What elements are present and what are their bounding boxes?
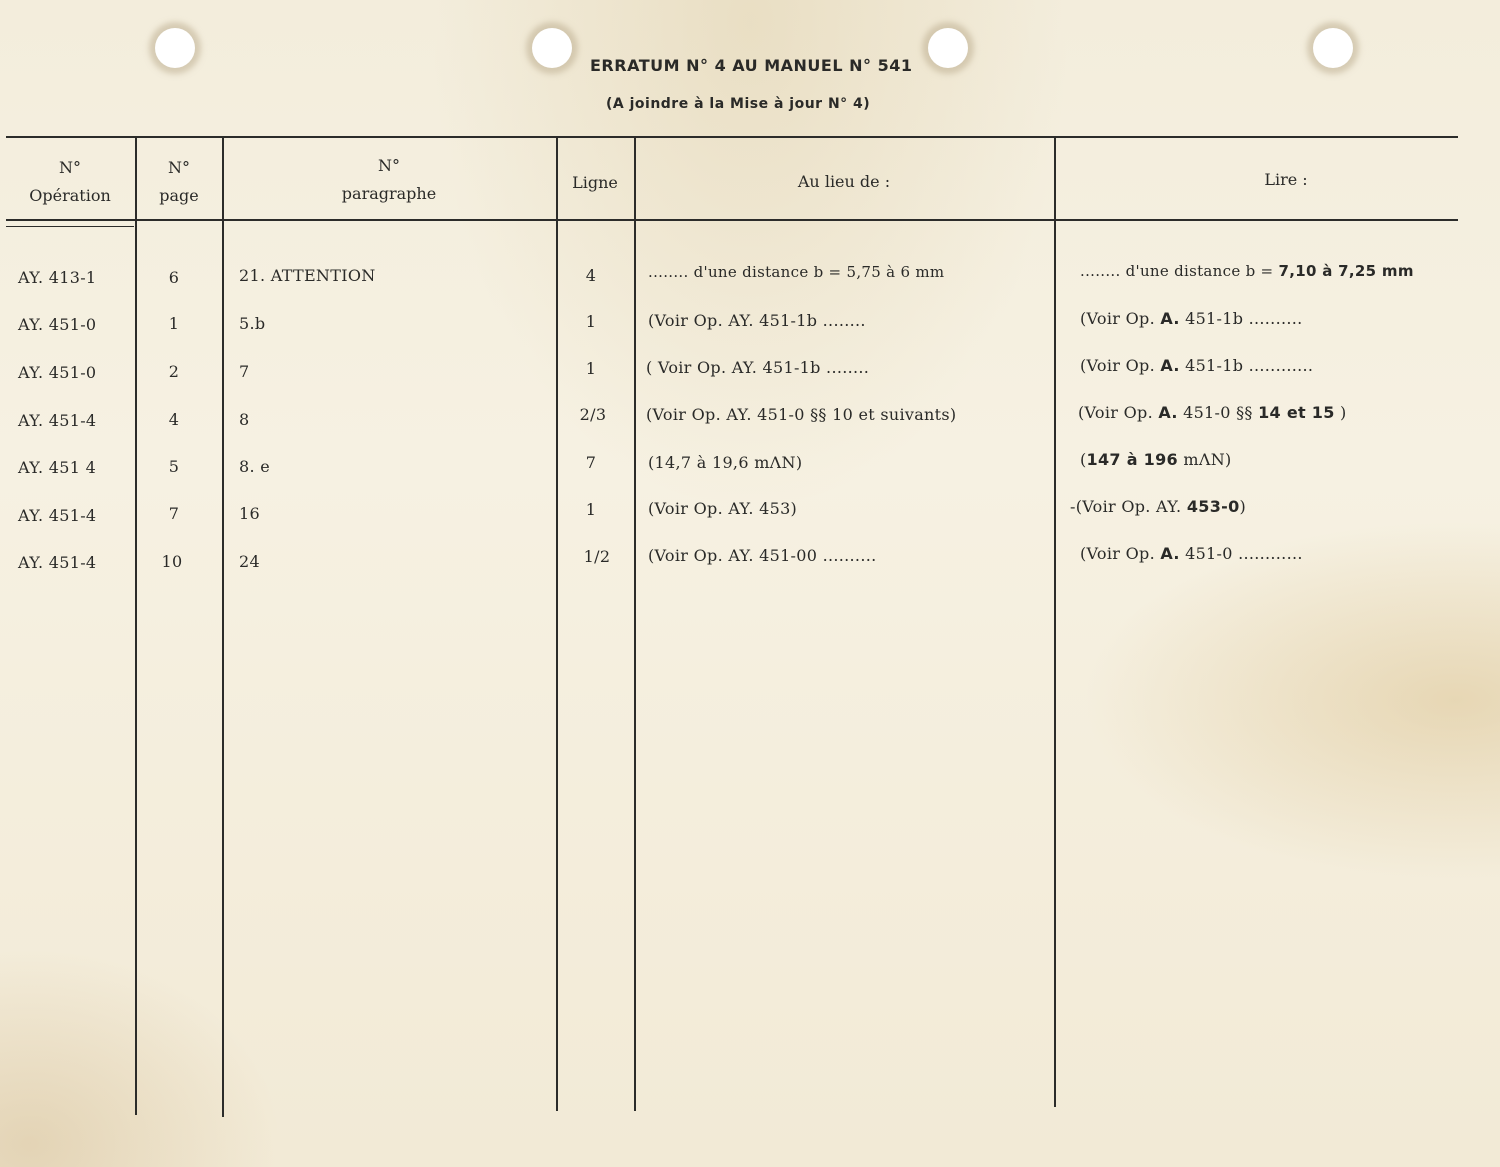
cell-read (1080, 262, 1414, 280)
header-page (137, 154, 221, 210)
punch-hole (928, 28, 968, 68)
table-header-rule-lower (6, 226, 134, 227)
read-text: ( (1080, 450, 1087, 469)
read-correction: 147 à 196 (1086, 450, 1178, 469)
read-text: ) (1334, 403, 1347, 422)
cell-page: 1 (168, 314, 180, 333)
cell-paragraph: 24 (239, 552, 260, 571)
header-operation-label: Opération (29, 186, 111, 205)
header-line: Ligne (572, 173, 618, 192)
cell-read (1080, 309, 1303, 328)
header-instead-of: Au lieu de : (797, 172, 891, 191)
read-text: ) (1239, 497, 1247, 516)
cell-paragraph: 5.b (239, 314, 266, 333)
cell-read (1080, 450, 1232, 469)
read-correction: 7,10 à 7,25 mm (1278, 262, 1414, 280)
header-paragraph (224, 152, 554, 208)
header-page-label: page (159, 186, 199, 205)
read-text: 451-0 §§ (1177, 403, 1259, 422)
read-text: (Voir Op. (1078, 403, 1159, 422)
cell-line: 1 (585, 359, 597, 378)
read-correction: 453-0 (1186, 497, 1240, 516)
read-text: mΛN) (1177, 450, 1232, 469)
cell-read (1078, 403, 1347, 422)
read-correction: A. (1160, 309, 1180, 328)
header-operation (6, 154, 134, 210)
read-text: (Voir Op. (1080, 544, 1161, 563)
header-paragraph-no: N° (378, 156, 400, 175)
cell-instead-of: (Voir Op. AY. 451-0 §§ 10 et suivants) (646, 405, 957, 424)
header-operation-no: N° (59, 158, 81, 177)
read-text: 451-0 ............ (1179, 544, 1303, 563)
document-subtitle: (A joindre à la Mise à jour N° 4) (606, 96, 871, 112)
read-text: 451-1b ............ (1179, 356, 1314, 375)
read-text: ........ d'une distance b = (1080, 262, 1279, 280)
read-text: (Voir Op. (1080, 309, 1161, 328)
cell-instead-of: ........ d'une distance b = 5,75 à 6 mm (648, 263, 945, 281)
cell-page: 5 (168, 457, 180, 476)
cell-paragraph: 8. e (239, 457, 271, 476)
cell-page: 4 (168, 410, 180, 429)
punch-hole (1313, 28, 1353, 68)
cell-line: 1 (585, 312, 597, 331)
cell-instead-of: (Voir Op. AY. 451-00 .......... (648, 546, 877, 565)
cell-instead-of: (Voir Op. AY. 451-1b ........ (648, 311, 866, 330)
cell-page: 2 (168, 362, 180, 381)
cell-page: 10 (161, 552, 183, 571)
cell-paragraph: 16 (239, 504, 260, 523)
read-correction: A. (1158, 403, 1178, 422)
cell-operation: AY. 451-0 (18, 315, 97, 334)
cell-operation: AY. 451 4 (18, 458, 97, 477)
cell-operation: AY. 451-0 (18, 363, 97, 382)
cell-line: 7 (585, 453, 597, 472)
read-text: 451-1b .......... (1179, 309, 1303, 328)
cell-operation: AY. 451-4 (18, 553, 97, 572)
document-title: ERRATUM N° 4 AU MANUEL N° 541 (590, 56, 913, 75)
column-divider (1054, 137, 1056, 1107)
read-text: -(Voir Op. AY. (1070, 497, 1187, 516)
cell-operation: AY. 451-4 (18, 411, 97, 430)
cell-instead-of: (14,7 à 19,6 mΛN) (648, 453, 803, 472)
read-text: (Voir Op. (1080, 356, 1161, 375)
header-page-no: N° (168, 158, 190, 177)
column-divider (634, 137, 636, 1111)
read-correction: A. (1160, 544, 1180, 563)
cell-read (1070, 497, 1246, 516)
punch-hole (155, 28, 195, 68)
cell-paragraph: 8 (239, 410, 250, 429)
cell-read (1080, 356, 1313, 375)
cell-page: 7 (168, 504, 180, 523)
punch-hole (532, 28, 572, 68)
cell-instead-of: (Voir Op. AY. 453) (648, 499, 798, 518)
cell-line: 4 (585, 266, 597, 285)
cell-read (1080, 544, 1303, 563)
cell-operation: AY. 451-4 (18, 506, 97, 525)
cell-line: 1/2 (583, 547, 611, 566)
cell-line: 1 (585, 500, 597, 519)
cell-line: 2/3 (579, 405, 607, 424)
column-divider (222, 137, 224, 1117)
header-read: Lire : (1264, 170, 1308, 189)
header-paragraph-label: paragraphe (341, 184, 437, 203)
cell-page: 6 (168, 268, 180, 287)
cell-instead-of: ( Voir Op. AY. 451-1b ........ (646, 358, 870, 377)
read-correction: 14 et 15 (1258, 403, 1335, 422)
cell-paragraph: 7 (239, 362, 250, 381)
cell-paragraph: 21. ATTENTION (239, 266, 376, 285)
cell-operation: AY. 413-1 (18, 268, 97, 287)
read-correction: A. (1160, 356, 1180, 375)
